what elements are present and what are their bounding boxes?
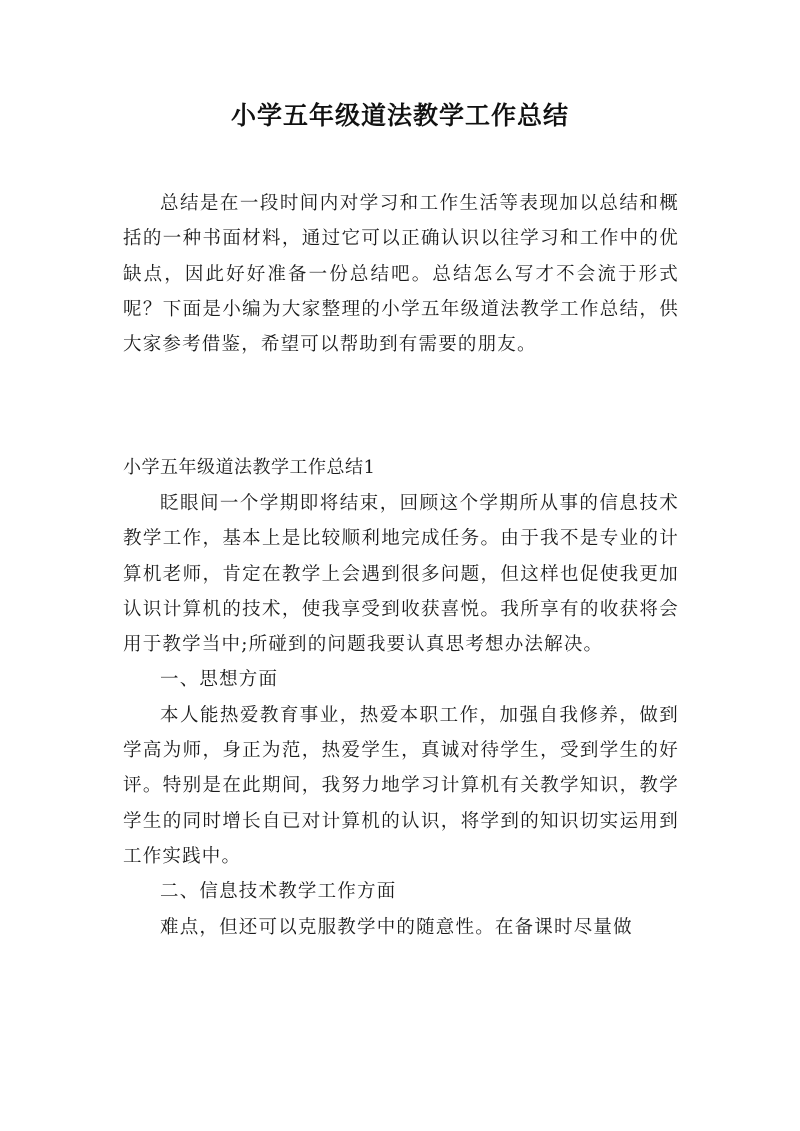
intro-section — [123, 186, 679, 362]
intro-paragraph: 总结是在一段时间内对学习和工作生活等表现加以总结和概括的一种书面材料，通过它可以正确认识以往学习和工作中的优缺点，因此好好准备一份总结吧。总结怎么写才不会流于形式呢？下面是小编为大家整理的小学五年级道法教学工作总结，供大家参考借鉴，希望可以帮助到有需要的朋友。 — [123, 193, 679, 356]
body-paragraph-1: 眨眼间一个学期即将结束，回顾这个学期所从事的信息技术教学工作，基本上是比较顺利地完成任务。由于我不是专业的计算机老师，肯定在教学上会遇到很多问题，但这样也促使我更加认识计算机的技术，使我享受到收获喜悦。我所享有的收获将会用于教学当中;所碰到的问题我要认真思考想办法解决。 — [123, 493, 679, 656]
heading-it-teaching: 二、信息技术教学工作方面 — [160, 881, 397, 903]
body-paragraph-3: 难点，但还可以克服教学中的随意性。在备课时尽量做 — [160, 916, 633, 938]
heading-thought: 一、思想方面 — [160, 669, 279, 691]
body-paragraph-2: 本人能热爱教育事业，热爱本职工作，加强自我修养，做到学高为师，身正为范，热爱学生，真诚对待学生，受到学生的好评。特别是在此期间，我努力地学习计算机有关教学知识，教学学生的同时增长自已对计算机的认识，将学到的知识切实运用到工作实践中。 — [123, 704, 679, 867]
section-title: 小学五年级道法教学工作总结1 — [123, 457, 376, 478]
section-body — [123, 486, 679, 945]
document-title: 小学五年级道法教学工作总结 — [230, 101, 569, 130]
